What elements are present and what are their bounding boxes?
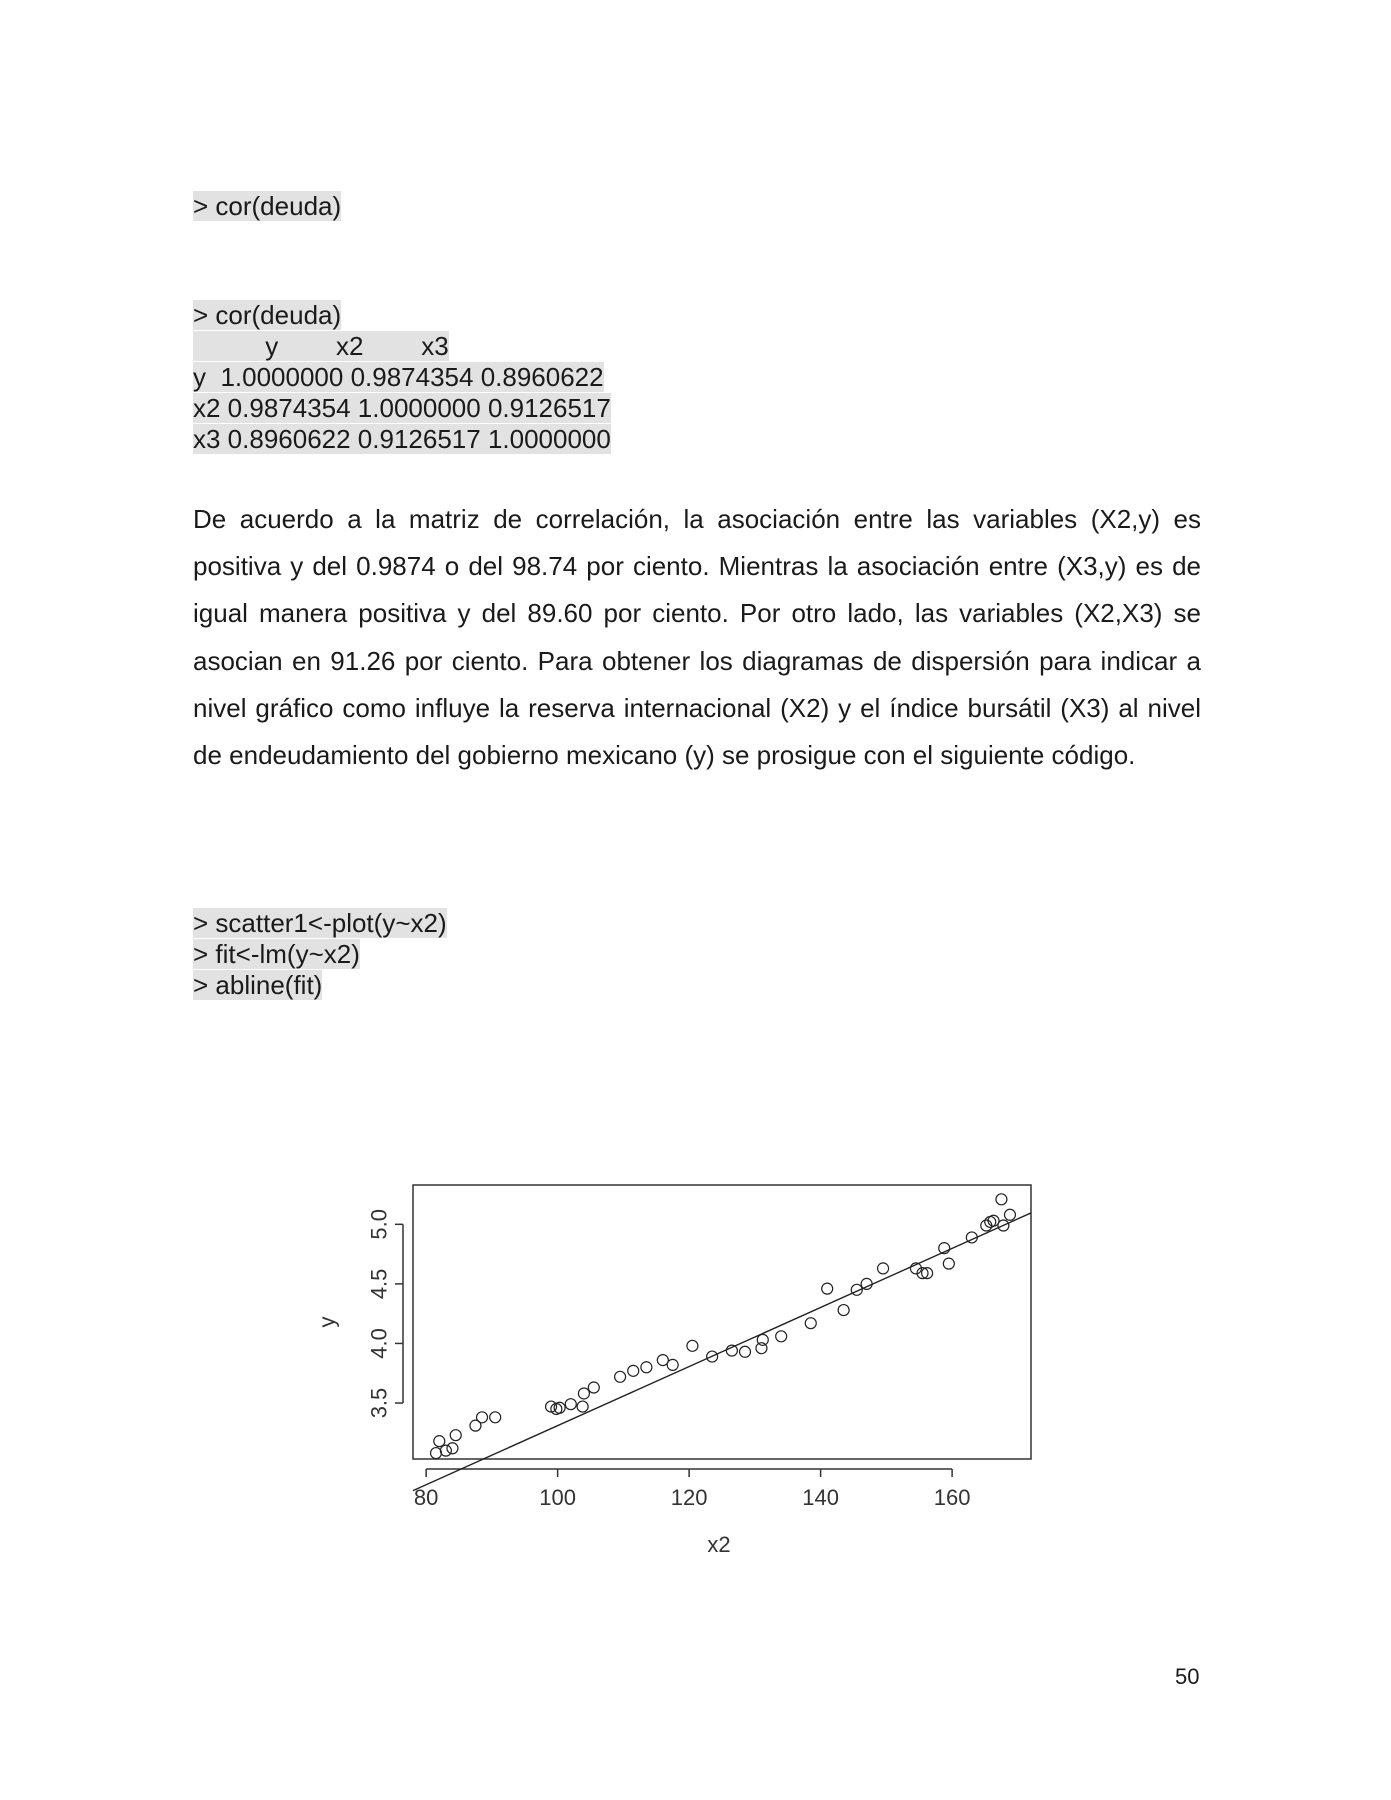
code-line: x2 0.9874354 1.0000000 0.9126517 — [193, 393, 611, 423]
data-point — [577, 1401, 588, 1412]
data-point — [578, 1388, 589, 1399]
data-point — [996, 1194, 1007, 1205]
data-point — [740, 1346, 751, 1357]
plot-frame — [413, 1185, 1031, 1459]
x-tick-label: 120 — [670, 1485, 708, 1510]
y-tick-label: 4.5 — [366, 1268, 392, 1300]
data-point — [757, 1334, 768, 1345]
data-point — [477, 1412, 488, 1423]
data-point — [615, 1371, 626, 1382]
data-point — [805, 1318, 816, 1329]
body-paragraph: De acuerdo a la matriz de correlación, la asociación entre las variables (X2,y) es positiva y del 0.9874 o del 98.74 por ciento. Mientras la asociación entre (X3,y) es de igual manera positiva y del 89.60 por ciento. Por otro lado, las variables (X2,X3) se asocian en 91.26 por ciento. Para obtener los diagramas de dispersión para indicar a nivel gráfico como influye la reserva internacional (X2) y el índice bursátil (X3) al nivel de endeudamiento del gobierno mexicano (y) se prosigue con el siguiente código. — [193, 504, 1201, 771]
code-line: > fit<-lm(y~x2) — [193, 939, 360, 969]
data-point — [440, 1445, 451, 1456]
data-point — [490, 1412, 501, 1423]
page-number: 50 — [1175, 1664, 1200, 1689]
data-point — [838, 1305, 849, 1316]
data-point — [1004, 1209, 1015, 1220]
code-line: > scatter1<-plot(y~x2) — [193, 908, 447, 938]
x-tick-label: 100 — [539, 1485, 576, 1510]
data-point — [641, 1362, 652, 1373]
data-point — [861, 1278, 872, 1289]
code-line: y 1.0000000 0.9874354 0.8960622 — [193, 362, 604, 392]
x-tick-label: 80 — [413, 1485, 439, 1510]
y-tick-label: 3.5 — [366, 1387, 392, 1419]
code-line: > cor(deuda) — [193, 300, 342, 330]
code-line: x3 0.8960622 0.9126517 1.0000000 — [193, 424, 611, 454]
data-point — [822, 1283, 833, 1294]
data-point — [878, 1263, 889, 1274]
code-line: > cor(deuda) — [193, 191, 342, 221]
x-tick-label: 160 — [933, 1485, 971, 1510]
data-point — [450, 1430, 461, 1441]
x-tick-label: 140 — [802, 1485, 839, 1510]
data-point — [565, 1399, 576, 1410]
data-point — [447, 1443, 458, 1454]
code-line: > abline(fit) — [193, 970, 323, 1000]
data-point — [431, 1448, 442, 1459]
data-point — [776, 1331, 787, 1342]
data-point — [943, 1258, 954, 1269]
data-point — [628, 1365, 639, 1376]
y-axis-label: y — [314, 1316, 340, 1328]
x-axis-label: x2 — [707, 1532, 731, 1557]
code-line: y x2 x3 — [193, 331, 449, 361]
regression-line — [413, 1213, 1031, 1491]
data-point — [667, 1359, 678, 1370]
data-point — [687, 1340, 698, 1351]
data-point — [588, 1382, 599, 1393]
y-tick-label: 4.0 — [366, 1328, 392, 1359]
data-point — [434, 1436, 445, 1447]
y-tick-label: 5.0 — [366, 1209, 392, 1240]
